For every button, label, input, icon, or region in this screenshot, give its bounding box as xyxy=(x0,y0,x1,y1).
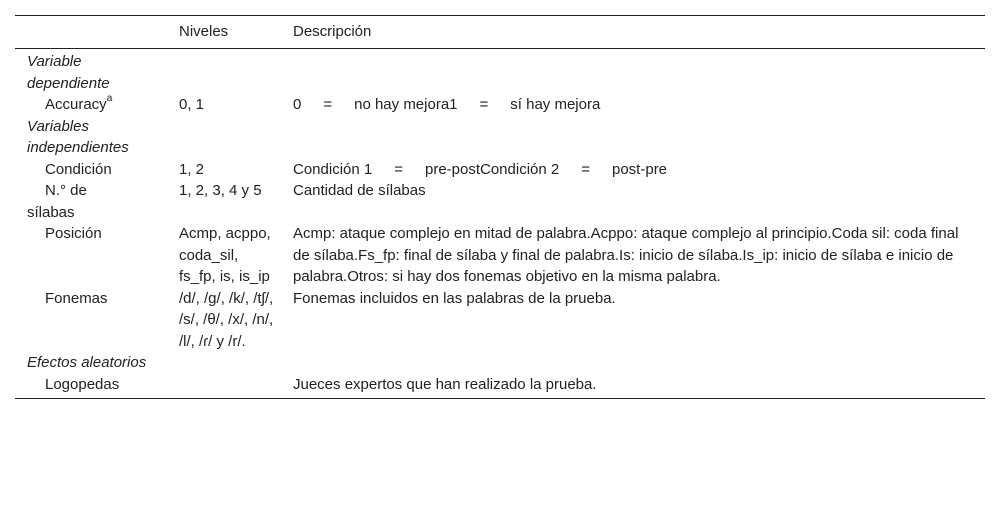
header-col-variable xyxy=(15,16,167,49)
desc-part: 0 xyxy=(293,96,302,113)
desc-part: post-pre xyxy=(612,160,668,178)
accuracy-label: Accuracy xyxy=(45,96,107,113)
equals-sign: = xyxy=(323,96,333,113)
empty-cell xyxy=(167,49,281,95)
empty-cell xyxy=(281,49,985,95)
desc-part: pre-postCondición 2 xyxy=(424,160,560,178)
row-desc-silabas: Cantidad de sílabas xyxy=(293,182,426,199)
table-row xyxy=(15,374,985,399)
empty-cell xyxy=(167,352,281,374)
equals-sign: = xyxy=(581,160,590,178)
row-label-posicion: Posición xyxy=(45,225,102,242)
row-label-silabas xyxy=(15,180,167,223)
row-desc-condicion xyxy=(281,159,985,181)
header-col-descripcion: Descripción xyxy=(293,23,372,40)
row-desc-fonemas: Fonemas incluidos en las palabras de la prueba. xyxy=(293,289,616,307)
empty-cell xyxy=(281,116,985,159)
table-row xyxy=(15,180,985,223)
empty-cell xyxy=(281,352,985,374)
row-niveles-fonemas: /d/, /g/, /k/, /tʃ/, /s/, /θ/, /x/, /n/, /l/, /ɾ/ y /r/. xyxy=(179,289,274,350)
section-label-independientes: Variables independientes xyxy=(27,117,129,156)
table-row xyxy=(15,288,985,353)
row-desc-posicion: Acmp: ataque complejo en mitad de palabra.Acppo: ataque complejo al principio.Coda sil: coda final de sílaba.Fs_fp: final de sílaba y final de palabra.Is: inicio de sílaba.Is_ip: inicio de sílaba e inicio de palabra.Otros: si hay dos fonemas objetivo en la misma palabra. xyxy=(293,225,959,285)
desc-part: no hay mejora1 xyxy=(354,96,458,113)
row-niveles-condicion: 1, 2 xyxy=(179,160,205,178)
row-label-accuracy xyxy=(15,94,167,116)
row-desc-accuracy xyxy=(281,94,985,116)
section-label-dependiente: Variable dependiente xyxy=(27,53,110,92)
equals-sign: = xyxy=(394,160,403,178)
row-niveles-posicion: Acmp, acppo, coda_sil, fs_fp, is, is_ip xyxy=(179,225,271,285)
row-niveles-silabas: 1, 2, 3, 4 y 5 xyxy=(179,182,262,199)
table-row xyxy=(15,159,985,181)
row-label-logopedas: Logopedas xyxy=(45,375,120,393)
row-label-condicion: Condición xyxy=(45,160,112,178)
variables-table xyxy=(15,15,985,399)
section-label-aleatorios: Efectos aleatorios xyxy=(27,354,147,371)
table-row xyxy=(15,94,985,116)
row-desc-logopedas: Jueces expertos que han realizado la prueba. xyxy=(293,375,597,393)
row-label-fonemas: Fonemas xyxy=(45,289,108,307)
silabas-label-line2: sílabas xyxy=(27,203,75,221)
section-row xyxy=(15,49,985,95)
header-col-niveles: Niveles xyxy=(179,23,229,40)
variables-table-container xyxy=(15,15,985,399)
section-row xyxy=(15,116,985,159)
empty-cell xyxy=(167,116,281,159)
desc-part: sí hay mejora xyxy=(510,96,601,113)
row-niveles-accuracy: 0, 1 xyxy=(179,96,205,113)
table-header-row xyxy=(15,16,985,49)
desc-part: Condición 1 xyxy=(293,160,373,178)
table-row xyxy=(15,223,985,288)
row-niveles-logopedas xyxy=(167,374,281,399)
footnote-marker: a xyxy=(106,93,113,104)
equals-sign: = xyxy=(479,96,489,113)
section-row xyxy=(15,352,985,374)
silabas-label-line1: N.° de xyxy=(45,182,87,199)
